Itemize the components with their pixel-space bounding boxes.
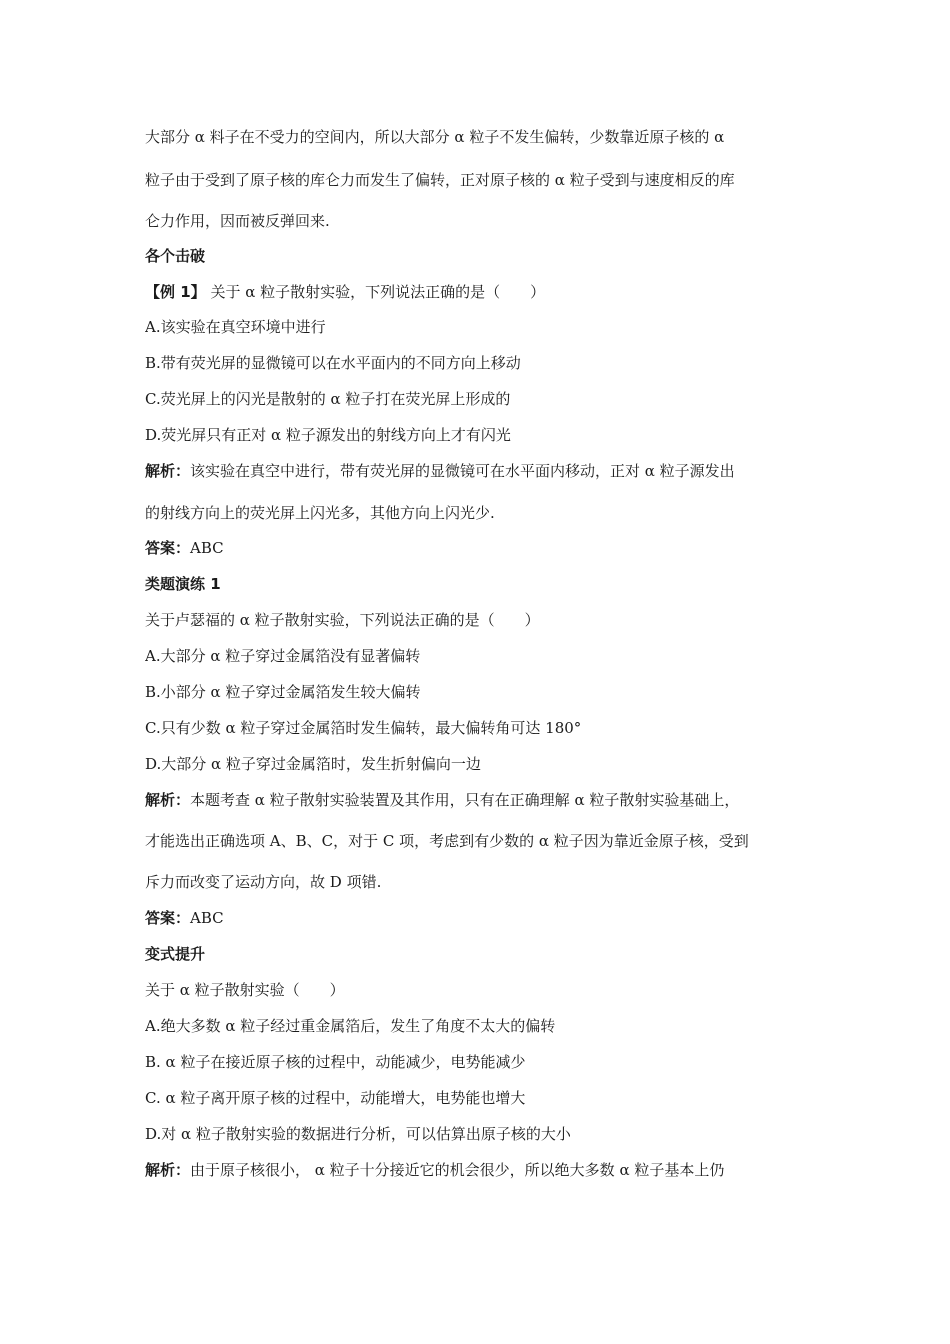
example-1-option-a: A.该实验在真空环境中进行 — [145, 318, 326, 336]
intro-line-3: 仑力作用，因而被反弹回来. — [145, 212, 330, 230]
answer-label: 答案： — [145, 909, 191, 927]
practice-1-question: 关于卢瑟福的 α 粒子散射实验，下列说法正确的是（ ） — [145, 611, 540, 629]
practice-1-analysis-line-2: 才能选出正确选项 A、B、C，对于 C 项，考虑到有少数的 α 粒子因为靠近金原子核，受到 — [145, 832, 749, 850]
example-1-question — [145, 282, 815, 302]
example-1-option-d: D.荧光屏只有正对 α 粒子源发出的射线方向上才有闪光 — [145, 426, 511, 444]
example-1-analysis-line-1 — [145, 461, 815, 481]
example-1-analysis-line-2: 的射线方向上的荧光屏上闪光多，其他方向上闪光少. — [145, 504, 495, 522]
section-heading-2: 类题演练 1 — [145, 575, 221, 593]
example-1-option-b: B.带有荧光屏的显微镜可以在水平面内的不同方向上移动 — [145, 354, 521, 372]
analysis-label: 解析： — [145, 462, 191, 480]
analysis-text: 本题考查 α 粒子散射实验装置及其作用，只有在正确理解 α 粒子散射实验基础上， — [190, 791, 740, 809]
section-heading-3: 变式提升 — [145, 945, 206, 963]
intro-line-1: 大部分 α 料子在不受力的空间内，所以大部分 α 粒子不发生偏转，少数靠近原子核的 α — [145, 128, 725, 146]
practice-1-analysis-line-3: 斥力而改变了运动方向，故 D 项错. — [145, 873, 382, 891]
example-1-option-c: C.荧光屏上的闪光是散射的 α 粒子打在荧光屏上形成的 — [145, 390, 511, 408]
variant-question: 关于 α 粒子散射实验（ ） — [145, 981, 345, 999]
variant-option-a: A.绝大多数 α 粒子经过重金属箔后，发生了角度不太大的偏转 — [145, 1017, 556, 1035]
analysis-text: 该实验在真空中进行，带有荧光屏的显微镜可在水平面内移动，正对 α 粒子源发出 — [190, 462, 735, 480]
practice-1-answer — [145, 908, 815, 928]
example-1-answer — [145, 538, 815, 558]
practice-1-option-d: D.大部分 α 粒子穿过金属箔时，发生折射偏向一边 — [145, 755, 481, 773]
intro-line-2: 粒子由于受到了原子核的库仑力而发生了偏转，正对原子核的 α 粒子受到与速度相反的库 — [145, 171, 735, 189]
answer-value: ABC — [190, 909, 224, 927]
example-1-label: 【例 1】 — [145, 283, 206, 301]
practice-1-option-a: A.大部分 α 粒子穿过金属箔没有显著偏转 — [145, 647, 421, 665]
example-1-text: 关于 α 粒子散射实验，下列说法正确的是（ ） — [205, 283, 546, 301]
analysis-label: 解析： — [145, 791, 191, 809]
analysis-label: 解析： — [145, 1161, 191, 1179]
practice-1-option-b: B.小部分 α 粒子穿过金属箔发生较大偏转 — [145, 683, 421, 701]
variant-analysis-line-1 — [145, 1160, 815, 1180]
answer-value: ABC — [190, 539, 224, 557]
section-heading-1: 各个击破 — [145, 247, 206, 265]
answer-label: 答案： — [145, 539, 191, 557]
variant-option-d: D.对 α 粒子散射实验的数据进行分析，可以估算出原子核的大小 — [145, 1125, 571, 1143]
variant-option-b: B. α 粒子在接近原子核的过程中，动能减少，电势能减少 — [145, 1053, 526, 1071]
analysis-text: 由于原子核很小， α 粒子十分接近它的机会很少，所以绝大多数 α 粒子基本上仍 — [190, 1161, 725, 1179]
practice-1-option-c: C.只有少数 α 粒子穿过金属箔时发生偏转，最大偏转角可达 180° — [145, 719, 582, 737]
variant-option-c: C. α 粒子离开原子核的过程中，动能增大，电势能也增大 — [145, 1089, 526, 1107]
practice-1-analysis-line-1 — [145, 790, 815, 810]
